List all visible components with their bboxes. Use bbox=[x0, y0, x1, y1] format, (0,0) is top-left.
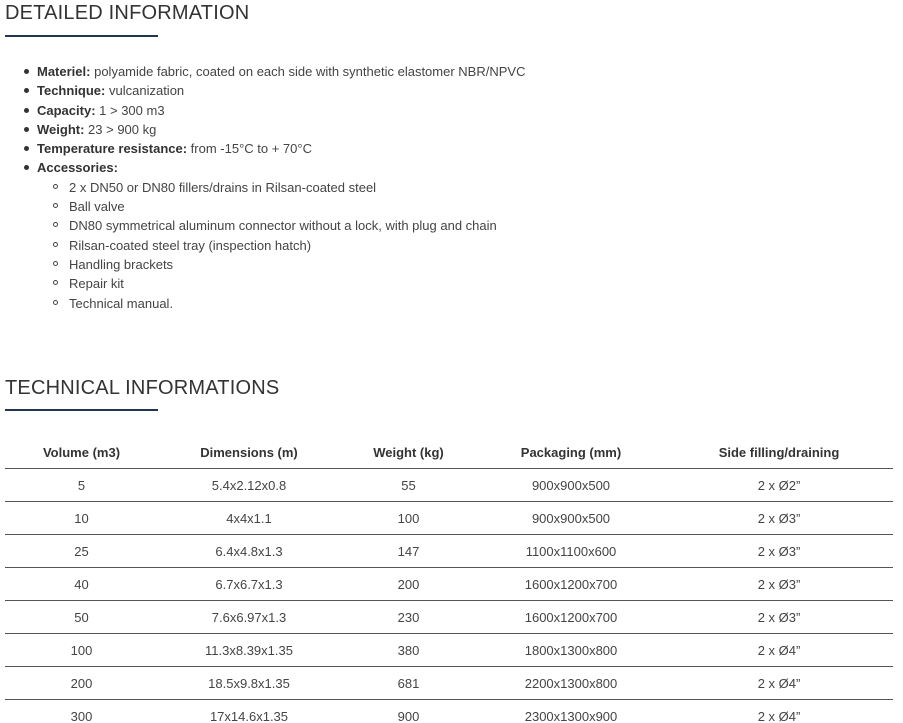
list-item bbox=[37, 158, 525, 312]
item-label: Technique: bbox=[37, 83, 106, 99]
cell-volume: 300 bbox=[70, 708, 93, 723]
list-item bbox=[37, 62, 525, 81]
accessory-item: Rilsan-coated steel tray (inspection hatch) bbox=[69, 236, 525, 255]
cell-weight: 230 bbox=[340, 601, 477, 634]
cell-dimensions: 7.6x6.97x1.3 bbox=[158, 601, 340, 634]
table-row bbox=[5, 634, 893, 667]
item-label: Materiel: bbox=[37, 64, 91, 79]
cell-side-filling: 2 x Ø3” bbox=[665, 502, 893, 535]
table-header-row bbox=[5, 436, 893, 469]
cell-packaging: 1600x1200x700 bbox=[477, 601, 665, 634]
cell-dimensions: 11.3x8.39x1.35 bbox=[158, 634, 340, 667]
cell-volume: 40 bbox=[5, 568, 158, 601]
cell-dimensions: 4x4x1.1 bbox=[158, 502, 340, 535]
cell-side-filling: 2 x Ø3” bbox=[665, 535, 893, 568]
accessory-item: Repair kit bbox=[69, 274, 525, 293]
cell-weight: 55 bbox=[340, 469, 477, 502]
column-header-weight: Weight (kg) bbox=[340, 436, 477, 469]
cell-packaging: 1100x1100x600 bbox=[477, 535, 665, 568]
accessory-item: Ball valve bbox=[69, 197, 525, 216]
cell-volume: 10 bbox=[5, 502, 158, 535]
cell-side-filling: 2 x Ø4” bbox=[665, 667, 893, 700]
list-item bbox=[37, 120, 525, 139]
cell-dimensions: 17x14.6x1.35 bbox=[209, 708, 289, 723]
cell-weight: 100 bbox=[340, 502, 477, 535]
cell-volume: 25 bbox=[5, 535, 158, 568]
accessory-item: 2 x DN50 or DN80 fillers/drains in Rilsan-coated steel bbox=[69, 178, 525, 197]
cell-packaging: 900x900x500 bbox=[477, 469, 665, 502]
title-underline bbox=[5, 409, 158, 411]
cell-volume: 200 bbox=[5, 667, 158, 700]
cell-volume: 50 bbox=[5, 601, 158, 634]
cell-packaging: 1600x1200x700 bbox=[477, 568, 665, 601]
item-value: polyamide fabric, coated on each side with synthetic elastomer NBR/NPVC bbox=[94, 64, 526, 79]
table-row bbox=[5, 667, 893, 700]
cell-side-filling: 2 x Ø3” bbox=[665, 568, 893, 601]
cell-weight: 900 bbox=[397, 708, 420, 723]
cell-packaging: 2200x1300x800 bbox=[477, 667, 665, 700]
cell-weight: 681 bbox=[340, 667, 477, 700]
title-underline bbox=[5, 35, 158, 37]
item-value: 1 > 300 m3 bbox=[99, 102, 165, 118]
item-label: Weight: bbox=[37, 121, 85, 137]
table-row bbox=[5, 469, 893, 502]
item-value: from -15°C to + 70°C bbox=[190, 141, 312, 157]
column-header-dimensions: Dimensions (m) bbox=[158, 436, 340, 469]
detailed-information-title: DETAILED INFORMATION bbox=[5, 2, 250, 24]
column-header-side-filling: Side filling/draining bbox=[665, 436, 893, 469]
item-label: Temperature resistance: bbox=[37, 141, 188, 157]
item-value: vulcanization bbox=[109, 83, 185, 99]
accessory-item: Technical manual. bbox=[69, 294, 525, 313]
table-row bbox=[5, 502, 893, 535]
table-row bbox=[5, 700, 893, 723]
table-row bbox=[5, 535, 893, 568]
column-header-volume: Volume (m3) bbox=[5, 436, 158, 469]
cell-volume: 5 bbox=[5, 469, 158, 502]
technical-table bbox=[5, 436, 893, 723]
cell-dimensions: 6.7x6.7x1.3 bbox=[158, 568, 340, 601]
cell-weight: 200 bbox=[340, 568, 477, 601]
cell-side-filling: 2 x Ø2” bbox=[665, 469, 893, 502]
accessory-item: DN80 symmetrical aluminum connector without a lock, with plug and chain bbox=[69, 216, 525, 235]
table-row bbox=[5, 568, 893, 601]
table-row bbox=[5, 601, 893, 634]
cell-dimensions: 18.5x9.8x1.35 bbox=[158, 667, 340, 700]
item-label: Accessories: bbox=[37, 160, 118, 176]
cell-packaging: 2300x1300x900 bbox=[524, 708, 618, 723]
accessories-list bbox=[37, 178, 525, 313]
cell-dimensions: 6.4x4.8x1.3 bbox=[158, 535, 340, 568]
cell-side-filling: 2 x Ø3” bbox=[665, 601, 893, 634]
technical-informations-title: TECHNICAL INFORMATIONS bbox=[5, 377, 280, 399]
list-item bbox=[37, 139, 525, 158]
details-list bbox=[0, 62, 525, 313]
cell-volume: 100 bbox=[5, 634, 158, 667]
accessory-item: Handling brackets bbox=[69, 255, 525, 274]
column-header-packaging: Packaging (mm) bbox=[477, 436, 665, 469]
item-label: Capacity: bbox=[37, 102, 96, 118]
item-value: 23 > 900 kg bbox=[88, 121, 157, 137]
cell-packaging: 1800x1300x800 bbox=[477, 634, 665, 667]
cell-dimensions: 5.4x2.12x0.8 bbox=[158, 469, 340, 502]
cell-side-filling: 2 x Ø4” bbox=[665, 634, 893, 667]
cell-packaging: 900x900x500 bbox=[477, 502, 665, 535]
cell-side-filling: 2 x Ø4” bbox=[757, 708, 801, 723]
list-item bbox=[37, 101, 525, 120]
cell-weight: 380 bbox=[340, 634, 477, 667]
list-item bbox=[37, 81, 525, 100]
cell-weight: 147 bbox=[340, 535, 477, 568]
